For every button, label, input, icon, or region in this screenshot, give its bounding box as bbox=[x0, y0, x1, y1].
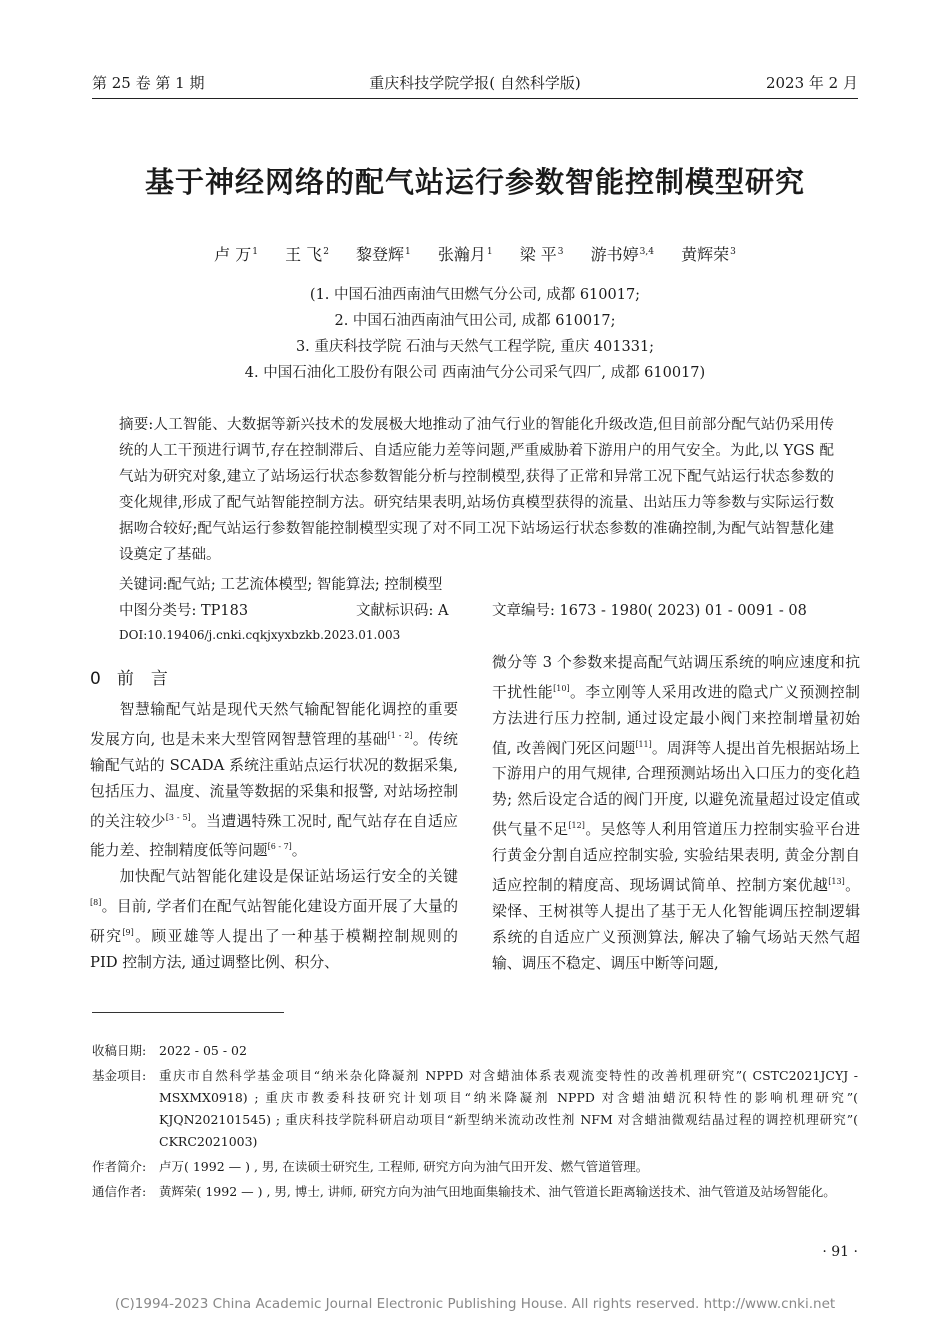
author: 黄辉荣$^3$ bbox=[681, 245, 736, 264]
article-number: 文章编号: 1673 - 1980( 2023) 01 - 0091 - 08 bbox=[492, 603, 807, 619]
clc-number: 中图分类号: TP183 bbox=[119, 603, 249, 619]
citation-ref: [13] bbox=[828, 877, 845, 887]
affiliation-line: (1. 中国石油西南油气田燃气分公司, 成都 610017; bbox=[309, 287, 641, 303]
paragraph bbox=[492, 650, 860, 977]
running-header bbox=[92, 72, 858, 96]
affiliation-line: 3. 重庆科技学院 石油与天然气工程学院, 重庆 401331; bbox=[295, 339, 655, 355]
footnote-author: 作者简介: 卢万( 1992 — ) , 男, 在读硕士研究生, 工程师, 研究方向为油气田开发、燃气管道管理。 bbox=[92, 1159, 649, 1174]
section-heading: 0 前 言 bbox=[90, 669, 168, 689]
citation-ref: [10] bbox=[553, 683, 570, 693]
text-run: 。目前, 学者们在配气站智能化建设方面开展了大量的研究 bbox=[90, 898, 458, 945]
keywords-text: 配气站; 工艺流体模型; 智能算法; 控制模型 bbox=[167, 577, 443, 593]
text-run: 智慧输配气站是现代天然气输配智能化调控的重要发展方向, 也是未来大型管网智慧管理的基础 bbox=[90, 701, 458, 748]
text-run: 微分等 3 个参数来提高配气站调压系统的响应速度和抗干扰性能 bbox=[492, 654, 860, 701]
affiliations bbox=[0, 282, 950, 386]
abstract bbox=[119, 412, 834, 568]
citation-ref: [11] bbox=[635, 739, 652, 749]
footnote-correspondence: 通信作者: 黄辉荣( 1992 — ) , 男, 博士, 讲师, 研究方向为油气田地面集输技术、油气管道长距离输送技术、油气管道及站场智能化。 bbox=[92, 1184, 836, 1199]
paragraph bbox=[90, 697, 458, 864]
page-number: · 91 · bbox=[822, 1244, 858, 1260]
author: 黎登辉$^1$ bbox=[356, 245, 411, 264]
text-run: 。梁怿、王树祺等人提出了基于无人化智能调压控制逻辑系统的自适应广义预测算法, 解决了输气场站天然气超输、调压不稳定、调压中断等问题, bbox=[492, 876, 860, 972]
citation-ref: [12] bbox=[568, 821, 585, 831]
header-rule bbox=[92, 98, 858, 99]
copyright-watermark: (C)1994-2023 China Academic Journal Electronic Publishing House. All rights reserved. http://www.cnki.net bbox=[114, 1296, 836, 1312]
document-code: 文献标识码: A bbox=[356, 603, 449, 619]
citation-ref: [3 - 5] bbox=[165, 812, 191, 822]
text-run: 。吴悠等人利用管道压力控制实验平台进行黄金分割自适应控制实验, 实验结果表明, 黄金分割自适应控制的精度高、现场调试简单、控制方案优越 bbox=[492, 821, 860, 894]
author: 张瀚月$^1$ bbox=[437, 245, 493, 264]
abstract-text: 人工智能、大数据等新兴技术的发展极大地推动了油气行业的智能化升级改造,但目前部分配气站仍采用传统的人工干预进行调节,存在控制滞后、自适应能力差等问题,严重威胁着下游用户的用气安全。为此,以 YGS 配气站为研究对象,建立了站场运行状态参数智能分析与控制模型,获得了正常和异常工况下配气站运行状态参数的变化规律,形成了配气站智能控制方法。研究结果表明,站场仿真模型获得的流量、出站压力等参数与实际运行数据吻合较好;配气站运行参数智能控制模型实现了对不同工况下站场运行状态参数的准确控制,为配气站智慧化建设奠定了基础。 bbox=[119, 417, 834, 563]
author: 卢 万$^1$ bbox=[214, 245, 258, 264]
issue-date: 2023 年 2 月 bbox=[765, 74, 858, 92]
paragraph bbox=[90, 864, 458, 975]
citation-ref: [6 - 7] bbox=[267, 842, 292, 852]
text-run: 。 bbox=[291, 842, 307, 860]
affiliation-line: 2. 中国石油西南油气田公司, 成都 610017; bbox=[334, 313, 616, 329]
author: 游书婷$^{3,4}$ bbox=[590, 245, 654, 264]
journal-name: 重庆科技学院学报( 自然科学版) bbox=[369, 74, 581, 92]
citation-ref: [1 - 2] bbox=[387, 730, 413, 740]
abstract-label: 摘要: bbox=[119, 417, 154, 433]
footnote-rule bbox=[92, 1012, 284, 1013]
text-run: 。周湃等人提出首先根据站场上下游用户的用气规律, 合理预测站场出入口压力的变化趋势; 然后设定合适的阀门开度, 以避免流量超过设定值或供气量不足 bbox=[492, 739, 860, 839]
journal-volume: 第 25 卷 第 1 期 bbox=[92, 74, 205, 92]
citation-ref: [9] bbox=[122, 927, 134, 937]
citation-ref: [8] bbox=[90, 898, 102, 908]
text-run: 。顾亚雄等人提出了一种基于模糊控制规则的 PID 控制方法, 通过调整比例、积分、 bbox=[90, 927, 458, 971]
author-list bbox=[0, 242, 950, 265]
affiliation-line: 4. 中国石油化工股份有限公司 西南油气分公司采气四厂, 成都 610017) bbox=[244, 365, 706, 381]
body-column-right bbox=[492, 650, 860, 977]
text-run: 加快配气站智能化建设是保证站场运行安全的关键 bbox=[119, 868, 458, 886]
keywords-label: 关键词: bbox=[119, 577, 168, 593]
paper-title: 基于神经网络的配气站运行参数智能控制模型研究 bbox=[144, 165, 805, 199]
classification-meta bbox=[119, 598, 834, 624]
footnotes bbox=[92, 1040, 858, 1206]
body-column-left bbox=[90, 666, 458, 976]
author: 梁 平$^3$ bbox=[519, 245, 564, 264]
text-run: 。传统输配气站的 SCADA 系统注重站点运行状况的数据采集, 包括压力、温度、流量等数据的采集和报警, 对站场控制的关注较少 bbox=[90, 730, 458, 830]
author: 王 飞$^2$ bbox=[285, 245, 329, 264]
text-run: 。李立刚等人采用改进的隐式广义预测控制方法进行压力控制, 通过设定最小阀门来控制增量初始值, 改善阀门死区问题 bbox=[492, 683, 860, 757]
footnote-received: 收稿日期: 2022 - 05 - 02 bbox=[92, 1043, 247, 1058]
keywords bbox=[119, 572, 834, 598]
text-run: 。当遭遇特殊工况时, 配气站存在自适应能力差、控制精度低等问题 bbox=[90, 812, 458, 860]
footnote-fund: 基金项目: 重庆市自然科学基金项目“纳米杂化降凝剂 NPPD 对含蜡油体系表观流变特性的改善机理研究”( CSTC2021JCYJ - MSXMX0918) ; 重庆市教委科技研究计划项目“纳米降凝剂 NPPD 对含蜡油蜡沉积特性的影响机理研究”( KJQN202101545) ; 重庆科技学院科研启动项目“新型纳米流动改性剂 NFM 对含蜡油微观结晶过程的调控机理研究”( CKRC2021003) bbox=[92, 1068, 858, 1149]
doi: DOI:10.19406/j.cnki.cqkjxyxbzkb.2023.01.003 bbox=[119, 628, 401, 642]
